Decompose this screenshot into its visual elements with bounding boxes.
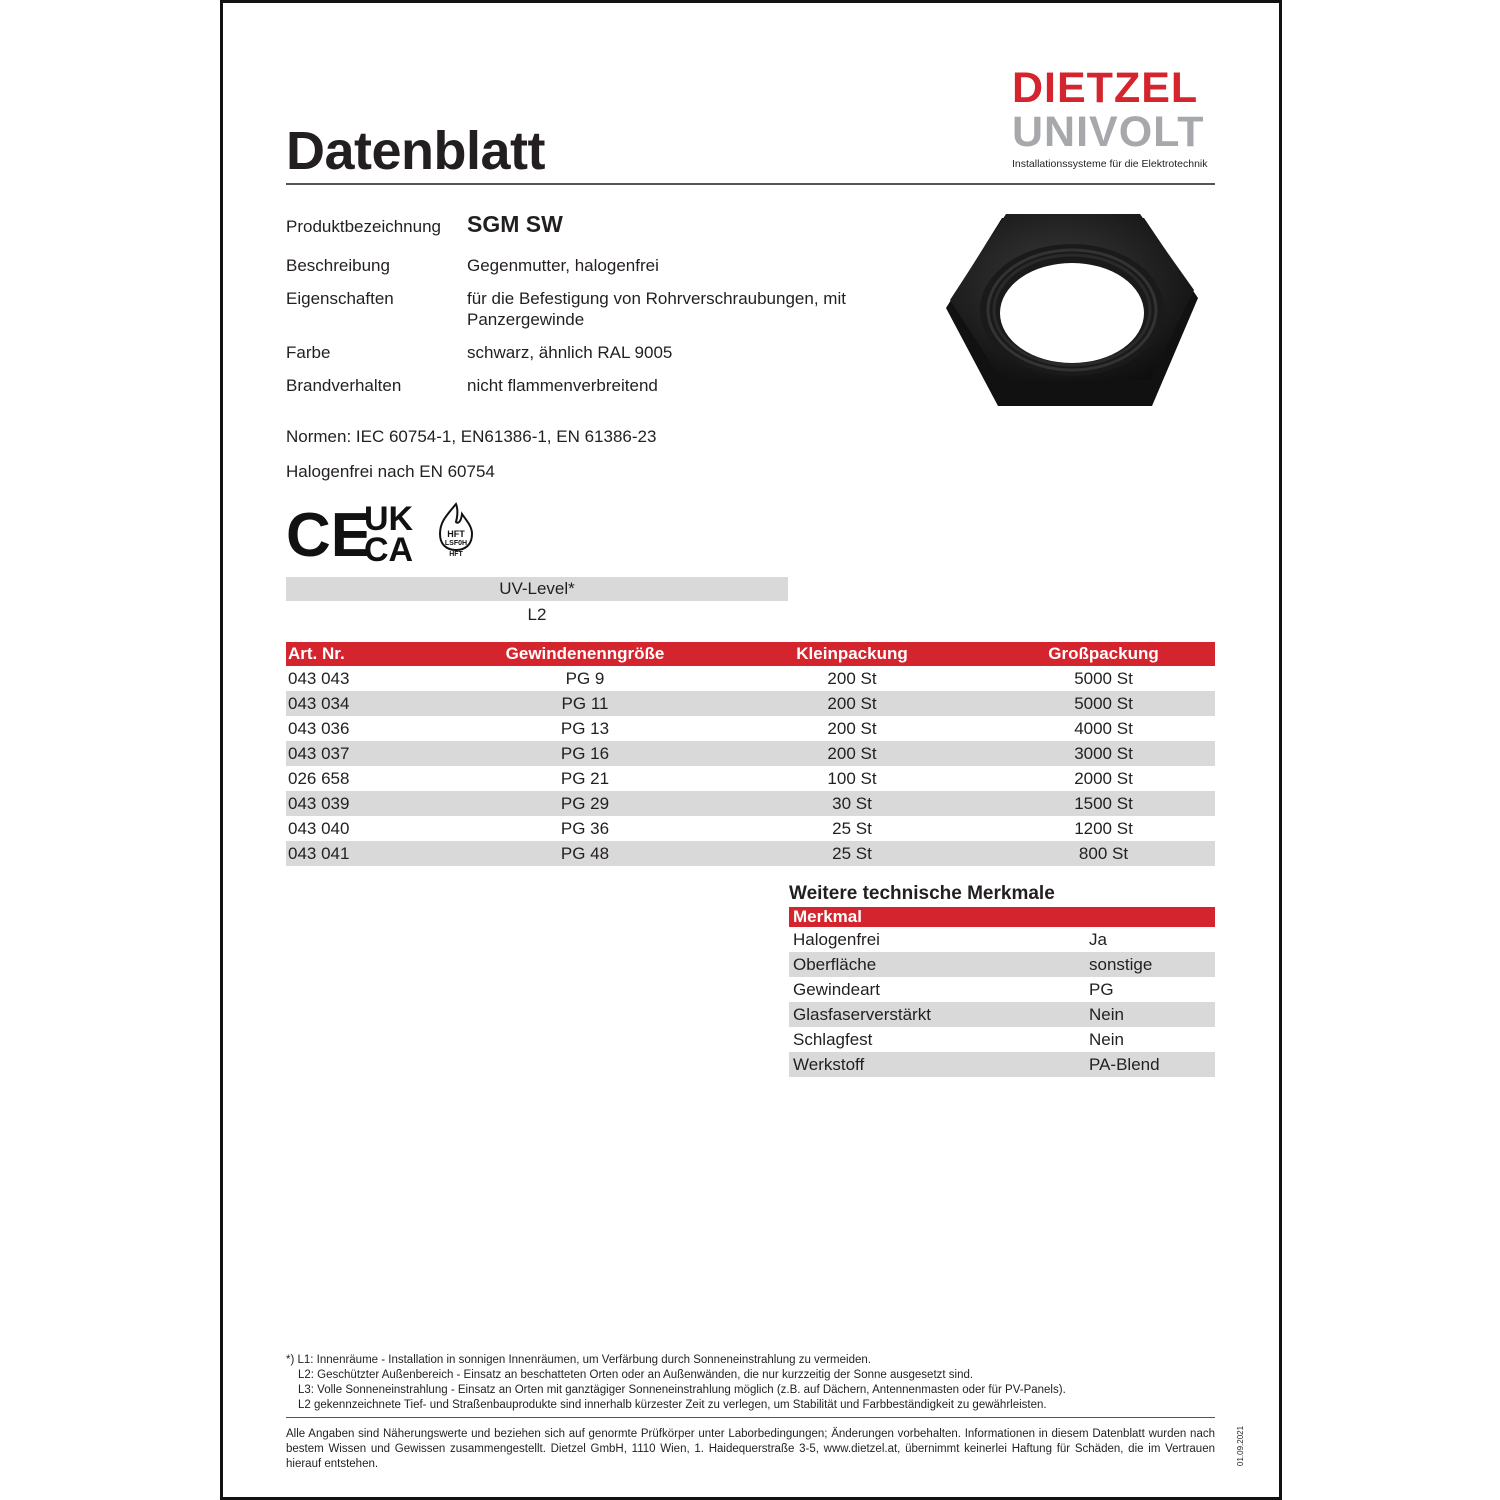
cell-small-pack: 25 St [832, 819, 872, 838]
cell-small-pack: 200 St [827, 669, 877, 688]
cell-thread-size: PG 21 [560, 769, 610, 788]
cell-large-pack: 1200 St [1074, 819, 1133, 838]
table-row [286, 766, 1215, 791]
fire-behaviour-value: nicht flammenverbreitend [467, 376, 658, 395]
hex-nut-product-image [944, 210, 1200, 410]
properties-label: Eigenschaften [286, 289, 394, 308]
uv-level-header: UV-Level* [286, 577, 788, 601]
product-name-value: SGM SW [467, 211, 563, 237]
page-title: Datenblatt [286, 121, 546, 181]
fire-behaviour-label: Brandverhalten [286, 376, 402, 395]
feature-name: Glasfaserverstärkt [789, 1002, 1085, 1027]
ce-mark-icon: CE [286, 501, 373, 564]
feature-name: Gewindeart [793, 980, 880, 999]
footnote-line: L2: Geschützter Außenbereich - Einsatz an beschatteten Orten oder an Außenwänden, die nur kurzzeitig der Sonne ausgesetzt sind. [298, 1369, 974, 1381]
cell-article-number: 043 040 [288, 819, 350, 838]
cell-small-pack: 200 St [827, 719, 877, 738]
cell-article-number: 043 043 [288, 669, 350, 688]
ukca-mark-bottom: CA [364, 531, 414, 564]
svg-text:HFT: HFT [449, 551, 463, 558]
product-name-label: Produktbezeichnung [286, 217, 442, 236]
cell-large-pack: 4000 St [1074, 719, 1133, 738]
feature-value: PG [1089, 980, 1114, 999]
col-small-pack: Kleinpackung [712, 642, 992, 666]
cell-large-pack: 1500 St [992, 791, 1215, 816]
cell-thread-size: PG 13 [560, 719, 610, 738]
cell-large-pack: 5000 St [1074, 669, 1133, 688]
cell-article-number: 043 034 [286, 691, 458, 716]
cell-thread-size: PG 16 [458, 741, 712, 766]
footer-divider [286, 1417, 1215, 1418]
cell-thread-size: PG 36 [560, 819, 610, 838]
cell-thread-size: PG 48 [458, 841, 712, 866]
feature-value: Nein [1085, 1002, 1215, 1027]
table-row [286, 816, 1215, 841]
logo-line1: DIETZEL [1012, 64, 1199, 112]
feature-name: Halogenfrei [793, 930, 880, 949]
ukca-mark-top: UK [364, 500, 414, 538]
title-divider [286, 183, 1215, 185]
feature-row [789, 952, 1215, 977]
certification-marks [286, 500, 486, 564]
cell-large-pack: 800 St [992, 841, 1215, 866]
feature-value: PA-Blend [1085, 1052, 1215, 1077]
feature-value: Nein [1089, 1030, 1124, 1049]
article-table [286, 642, 1215, 866]
cell-article-number: 043 037 [286, 741, 458, 766]
description-label: Beschreibung [286, 256, 390, 275]
cell-large-pack: 5000 St [992, 691, 1215, 716]
feature-name: Oberfläche [789, 952, 1085, 977]
cell-article-number: 043 039 [286, 791, 458, 816]
properties-value-line2: Panzergewinde [467, 310, 585, 329]
cell-large-pack: 2000 St [1074, 769, 1133, 788]
cell-large-pack: 3000 St [992, 741, 1215, 766]
cell-small-pack: 200 St [712, 741, 992, 766]
col-article-number: Art. Nr. [286, 642, 458, 666]
col-thread-size: Gewindenenngröße [458, 642, 712, 666]
description-value: Gegenmutter, halogenfrei [467, 256, 659, 275]
features-table [789, 907, 1215, 1077]
table-row [286, 691, 1215, 716]
svg-text:LSF0H: LSF0H [444, 540, 468, 547]
table-row [286, 716, 1215, 741]
footnote-line: *) L1: Innenräume - Installation in sonnigen Innenräumen, um Verfärbung durch Sonneneinstrahlung zu vermeiden. [286, 1354, 871, 1366]
feature-value: Ja [1089, 930, 1107, 949]
cell-small-pack: 25 St [712, 841, 992, 866]
table-row [286, 666, 1215, 691]
uv-level-value: L2 [527, 605, 547, 624]
feature-row [789, 1002, 1215, 1027]
cell-article-number: 043 036 [288, 719, 350, 738]
feature-row [789, 1052, 1215, 1077]
article-table-header [286, 642, 1215, 666]
footnote-line: L2 gekennzeichnete Tief- und Straßenbauprodukte sind innerhalb kürzester Zeit zu verlegen, um Stabilität und Farbbeständigkeit zu gewährleisten. [298, 1399, 1047, 1411]
feature-row [789, 927, 1215, 952]
properties-value-line1: für die Befestigung von Rohrverschraubungen, mit [467, 289, 846, 308]
color-value: schwarz, ähnlich RAL 9005 [467, 343, 673, 362]
company-logo [1012, 66, 1217, 170]
feature-row [789, 977, 1215, 1002]
cell-thread-size: PG 11 [458, 691, 712, 716]
cell-article-number: 026 658 [288, 769, 350, 788]
feature-name: Werkstoff [789, 1052, 1085, 1077]
halogen-note: Halogenfrei nach EN 60754 [286, 462, 495, 481]
standards-text: Normen: IEC 60754-1, EN61386-1, EN 61386-23 [286, 427, 657, 446]
cell-small-pack: 200 St [712, 691, 992, 716]
footnote-line: L3: Volle Sonneneinstrahlung - Einsatz an Orten mit ganztägiger Sonneneinstrahlung möglich (z.B. auf Dächern, Antennenmasten oder für PV-Panels). [298, 1384, 1066, 1396]
color-label: Farbe [286, 343, 331, 362]
features-title: Weitere technische Merkmale [789, 883, 1055, 904]
uv-footnote [286, 1353, 1066, 1413]
logo-line2: UNIVOLT [1012, 108, 1205, 156]
feature-name: Schlagfest [793, 1030, 873, 1049]
table-row [286, 741, 1215, 766]
svg-text:HFT: HFT [447, 529, 465, 539]
table-row [286, 791, 1215, 816]
cell-article-number: 043 041 [286, 841, 458, 866]
disclaimer-text: Alle Angaben sind Näherungswerte und beziehen sich auf genormte Prüfkörper unter Laborbedingungen; Änderungen vorbehalten. Informationen in diesem Datenblatt wurden nach bestem Wissen und Gewissen zusammengestellt. Dietzel GmbH, 1110 Wien, 1. Haidequerstraße 3-5, www.dietzel.at, übernimmt keinerlei Haftung für Schäden, die im Vertrauen hierauf entstehen. [286, 1428, 1215, 1470]
cell-small-pack: 30 St [712, 791, 992, 816]
features-header: Merkmal [789, 907, 1215, 927]
table-row [286, 841, 1215, 866]
cell-thread-size: PG 9 [565, 669, 605, 688]
feature-row [789, 1027, 1215, 1052]
col-large-pack: Großpackung [992, 642, 1215, 666]
logo-tagline: Installationssysteme für die Elektrotechnik [1012, 158, 1208, 170]
hft-flame-icon [440, 504, 472, 558]
feature-value: sonstige [1085, 952, 1215, 977]
cell-thread-size: PG 29 [458, 791, 712, 816]
cell-small-pack: 100 St [827, 769, 877, 788]
document-date: 01.09.2021 [1236, 1425, 1245, 1466]
